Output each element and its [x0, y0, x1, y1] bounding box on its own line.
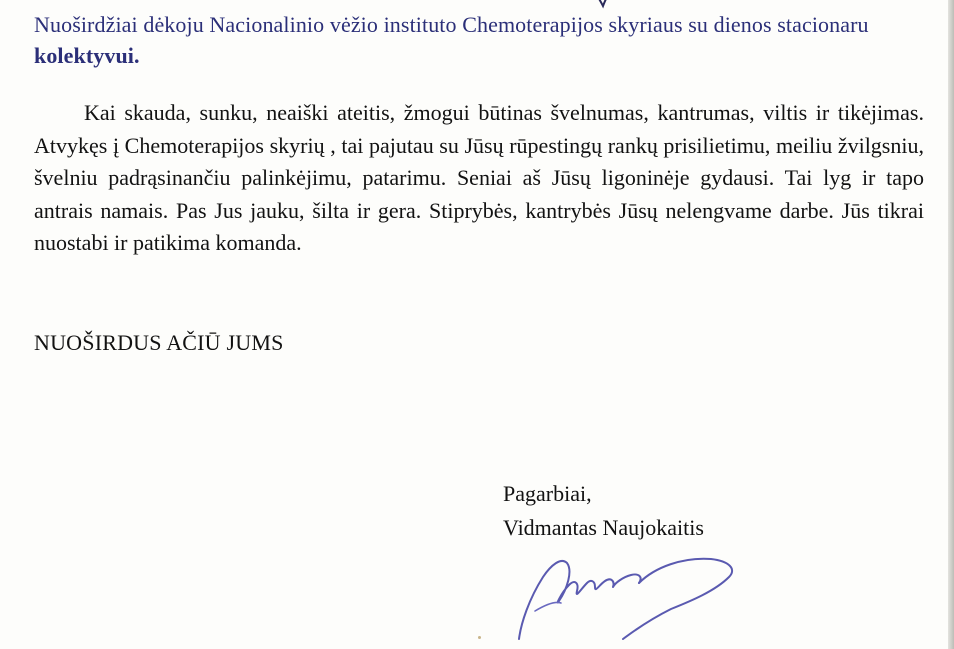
- signoff-block: [503, 477, 704, 545]
- body-paragraph: Kai skauda, sunku, neaiški ateitis, žmogui būtinas švelnumas, kantrumas, viltis ir tikėjimas. Atvykęs į Chemoterapijos skyrių , tai pajutau su Jūsų rūpestingų rankų prisilietimu, meiliu žvilgsniu, švelniu padrąsinančiu palinkėjimu, patarimu. Seniai aš Jūsų ligoninėje gydausi. Tai lyg ir tapo antrais namais. Pas Jus jauku, šilta ir gera. Stiprybės, kantrybės Jūsų nelengvame darbe. Jūs tikrai nuostabi ir patikima komanda.: [34, 100, 924, 255]
- handwritten-signature: [515, 553, 755, 645]
- intro-text: Nuoširdžiai dėkoju Nacionalinio vėžio instituto Chemoterapijos skyriaus su dienos stacionaru: [34, 12, 869, 37]
- intro-line: [34, 9, 894, 71]
- scan-edge: [948, 0, 954, 649]
- intro-emphasis: kolektyvui.: [34, 43, 140, 68]
- regards-text: Pagarbiai,: [503, 481, 592, 506]
- closing-line: NUOŠIRDUS AČIŪ JUMS: [34, 330, 284, 355]
- stray-dot: [478, 636, 481, 639]
- signer-name: Vidmantas Naujokaitis: [503, 515, 704, 540]
